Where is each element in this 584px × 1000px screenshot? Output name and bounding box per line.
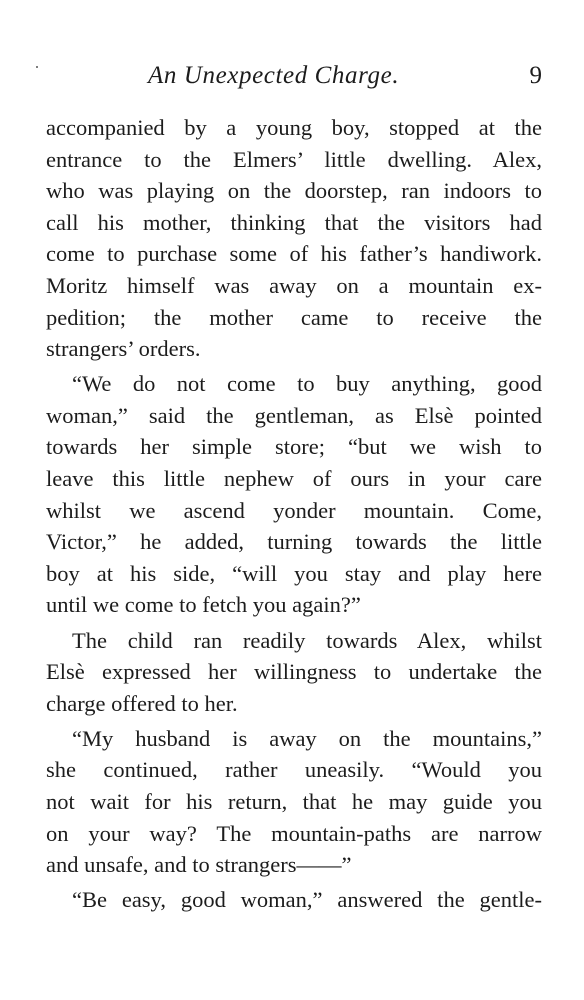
- page-header: [46, 62, 542, 102]
- text-line: boy at his side, “will you stay and play here: [46, 560, 542, 586]
- paragraph: [46, 112, 542, 365]
- text-line: and unsafe, and to strangers——”: [46, 852, 352, 878]
- text-line: Elsè expressed her willingness to undertake the: [46, 659, 542, 685]
- paragraph: [46, 884, 542, 916]
- text-line: not wait for his return, that he may guide you: [46, 788, 542, 814]
- paragraph: [46, 723, 542, 881]
- text-line: on your way? The mountain-paths are narrow: [46, 820, 542, 846]
- paragraph: [46, 625, 542, 720]
- text-line: The child ran readily towards Alex, whilst: [72, 627, 542, 653]
- text-line: who was playing on the doorstep, ran indoors to: [46, 178, 542, 204]
- paragraph: [46, 368, 542, 621]
- text-line: woman,” said the gentleman, as Elsè pointed: [46, 402, 542, 428]
- text-line: towards her simple store; “but we wish to: [46, 434, 542, 460]
- text-line: “My husband is away on the mountains,”: [72, 725, 542, 751]
- text-line: leave this little nephew of ours in your care: [46, 466, 542, 492]
- text-line: “Be easy, good woman,” answered the gentle-: [72, 887, 542, 913]
- text-line: charge offered to her.: [46, 690, 238, 716]
- print-speck: [36, 66, 38, 68]
- text-line: call his mother, thinking that the visitors had: [46, 209, 542, 235]
- text-line: come to purchase some of his father’s handiwork.: [46, 241, 542, 267]
- text-line: strangers’ orders.: [46, 336, 201, 362]
- page-number: 9: [529, 62, 542, 89]
- text-line: Victor,” he added, turning towards the little: [46, 529, 542, 555]
- text-line: Moritz himself was away on a mountain ex-: [46, 272, 542, 298]
- text-line: until we come to fetch you again?”: [46, 592, 361, 618]
- body-text: [46, 112, 542, 916]
- text-line: pedition; the mother came to receive the: [46, 304, 542, 330]
- text-line: entrance to the Elmers’ little dwelling. Alex,: [46, 146, 542, 172]
- text-line: accompanied by a young boy, stopped at the: [46, 115, 542, 140]
- text-line: whilst we ascend yonder mountain. Come,: [46, 497, 542, 523]
- text-line: “We do not come to buy anything, good: [72, 371, 542, 397]
- text-line: she continued, rather uneasily. “Would you: [46, 757, 542, 783]
- running-title: An Unexpected Charge.: [148, 62, 400, 89]
